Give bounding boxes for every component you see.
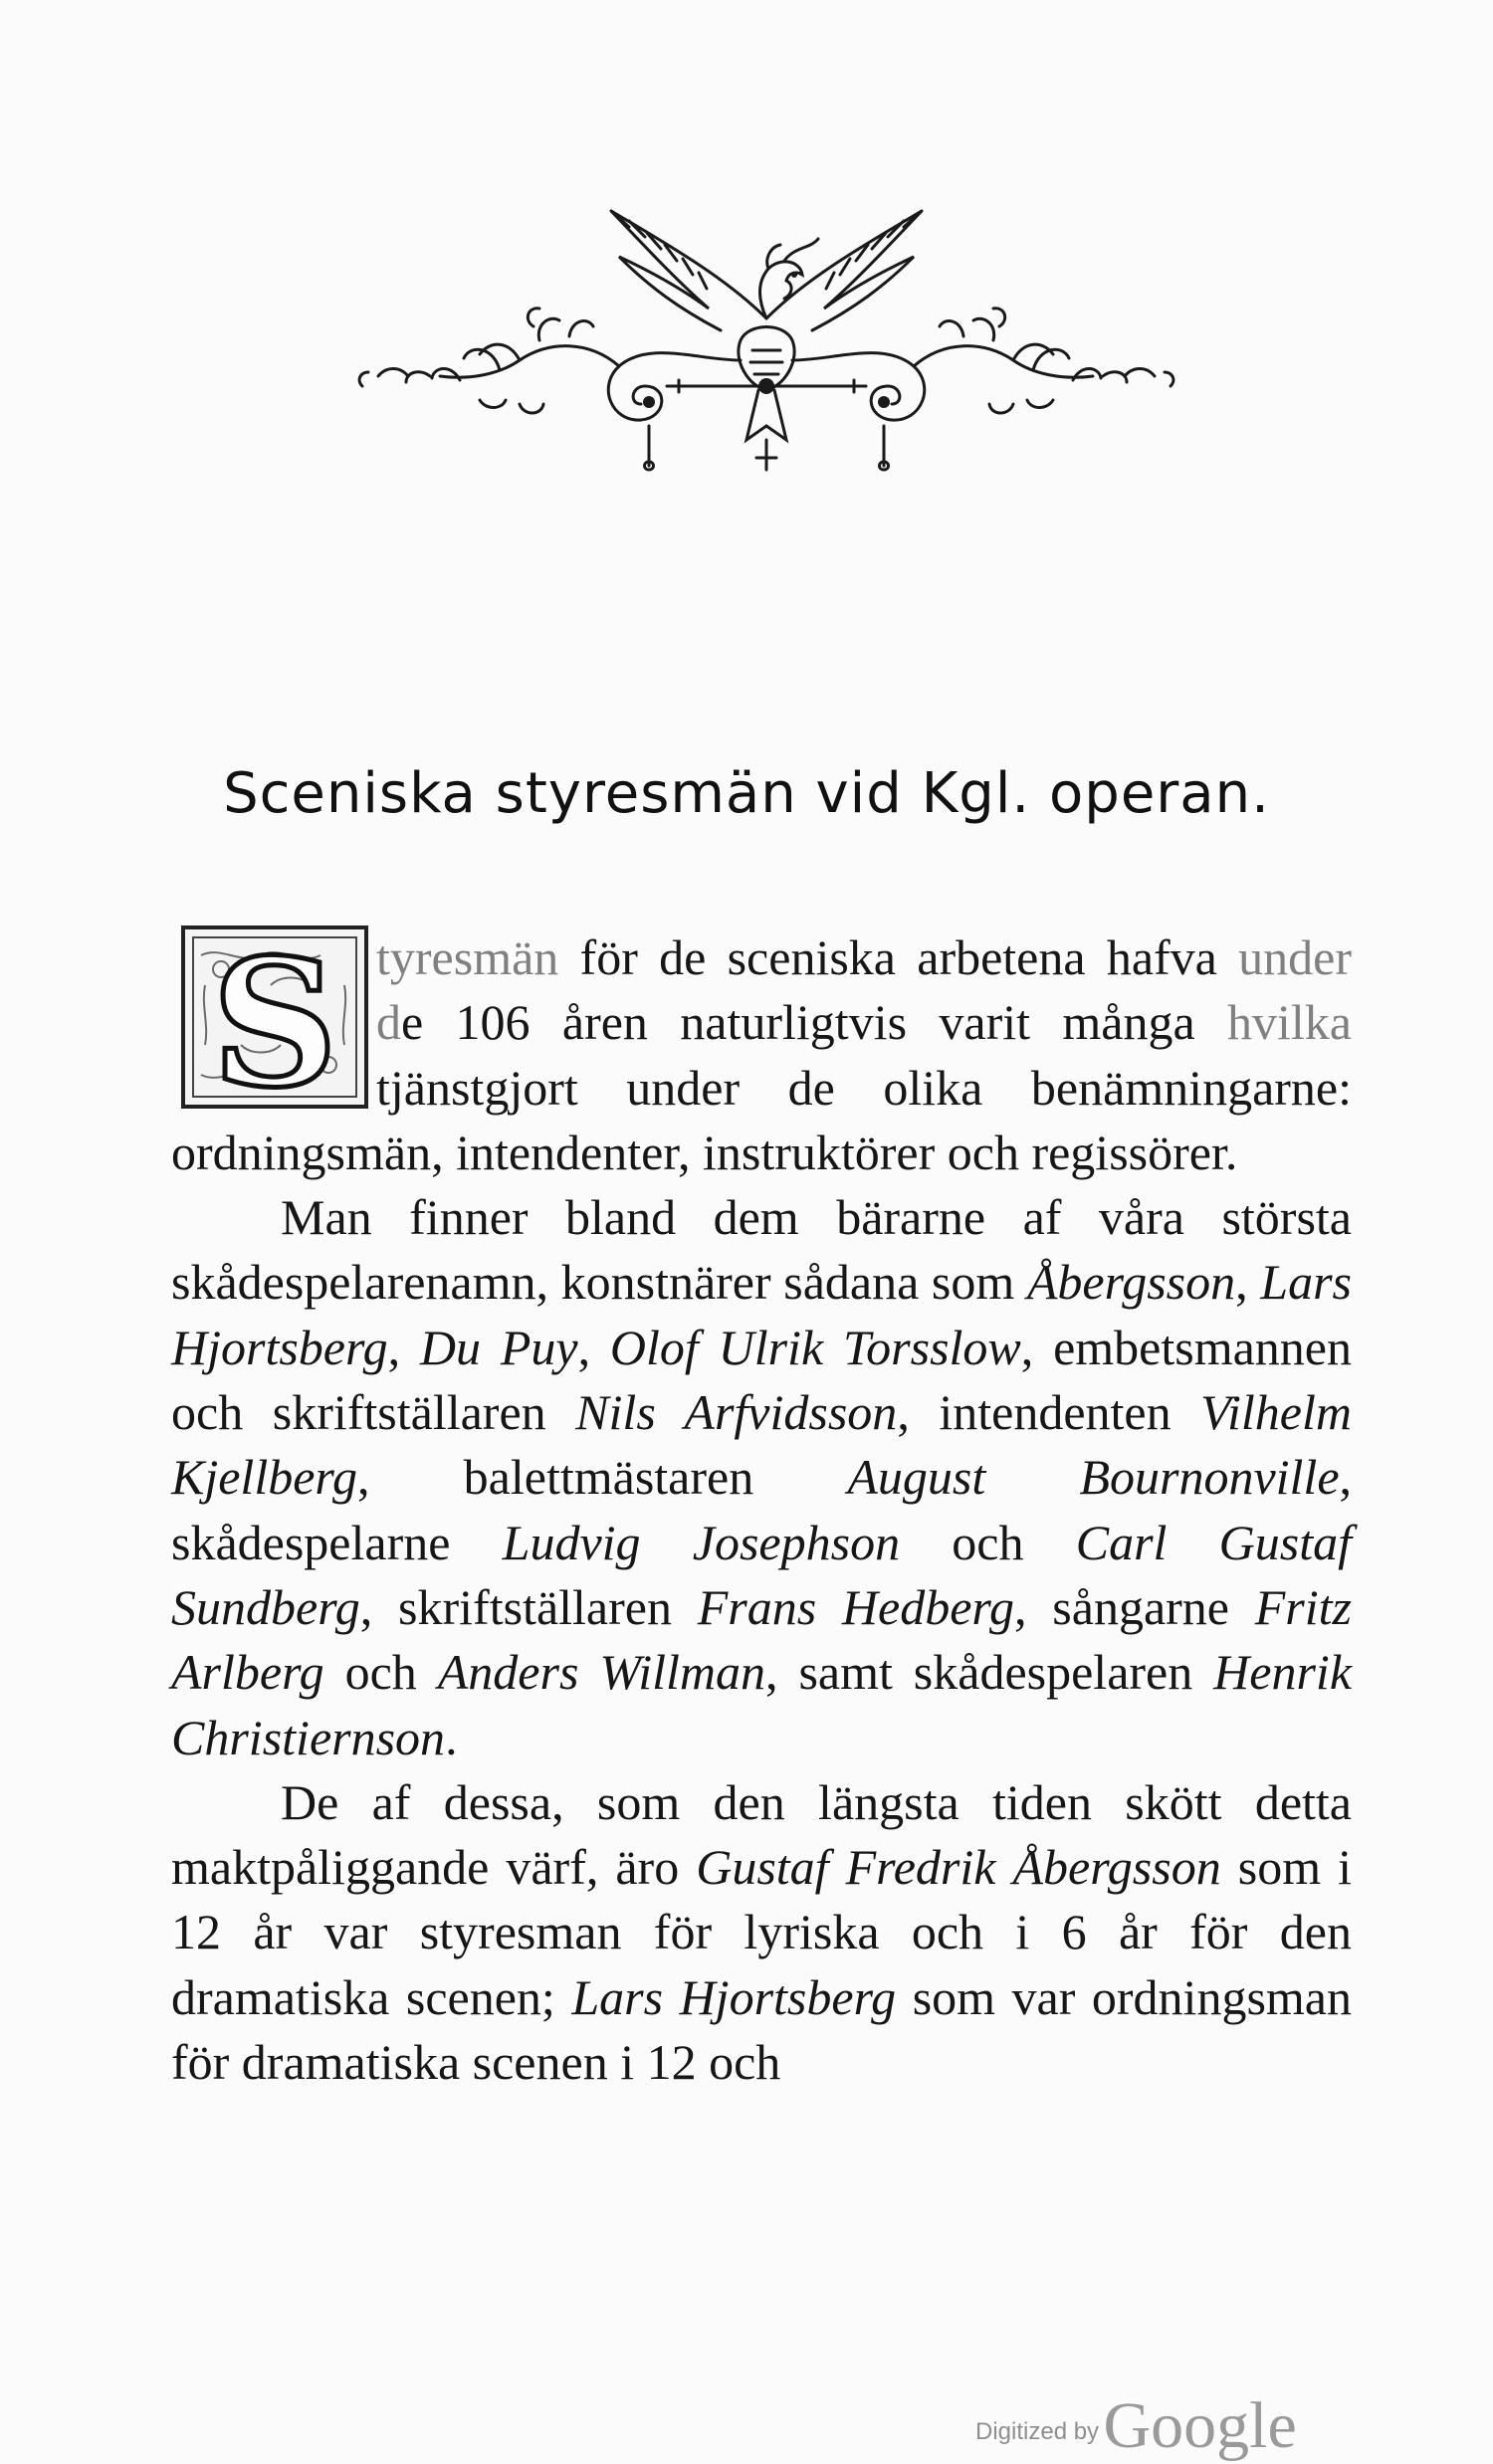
google-logo: Google [1103, 2389, 1297, 2462]
body-text [171, 925, 1352, 2095]
person-name: Fritz Arlberg [171, 1578, 1353, 1701]
text-run: , skriftställaren [359, 1578, 698, 1635]
person-name: Ludvig Josephson [502, 1514, 901, 1570]
text-run: , [387, 1319, 420, 1375]
person-name: Vilhelm Kjellberg [171, 1384, 1352, 1506]
person-name: Henrik Christiernson [171, 1644, 1353, 1765]
text-run: som i 12 år var styresman för lyriska och i 6 år för den dramatiska scenen; [171, 1839, 1353, 2025]
text-run: , skådespelarne [171, 1449, 1353, 1570]
text-run: under d [376, 929, 1352, 1051]
person-name: Anders Willman [437, 1644, 766, 1701]
person-name: Lars Hjortsberg [571, 1968, 897, 2025]
text-run: , sångarne [1014, 1578, 1255, 1635]
text-run: Man finner bland dem bärarne af våra största skådespelarenamn, konstnärer sådana som [171, 1189, 1352, 1311]
paragraph-3 [171, 1770, 1352, 2095]
person-name: August Bournonville [847, 1449, 1340, 1506]
text-run: som var ordningsman för dramatiska scenen i 12 och [171, 1968, 1352, 2091]
drop-cap-letter: S [211, 925, 338, 1109]
person-name: Gustaf Fredrik Åbergsson [696, 1839, 1221, 1896]
person-name: Lars Hjortsberg [171, 1254, 1352, 1375]
text-run: , [1235, 1254, 1261, 1311]
person-name: Åbergsson [1026, 1254, 1236, 1311]
text-run: och [323, 1644, 438, 1701]
person-name: Olof Ulrik Torsslow [609, 1319, 1021, 1375]
digitized-label: Digitized by [975, 2418, 1100, 2445]
text-run: tyresmän [376, 929, 559, 985]
text-run: hvilka [1227, 994, 1352, 1051]
text-run: för de sceniska arbetena hafva [558, 929, 1239, 985]
text-run: . [445, 1709, 458, 1765]
person-name: Frans Hedberg [697, 1578, 1015, 1635]
text-run: , intendenten [897, 1384, 1201, 1441]
text-run: e 106 åren naturligtvis varit många [401, 994, 1228, 1051]
person-name: Du Puy [419, 1319, 578, 1375]
paragraph-2 [171, 1185, 1352, 1770]
person-name: Nils Arfvidsson [575, 1384, 898, 1441]
text-run: , balettmästaren [357, 1449, 848, 1506]
page-title: Sceniska styresmän vid Kgl. operan. [223, 761, 1270, 826]
text-run: tjänstgjort under de olika benämningarne: ordningsmän, intendenter, instruktörer och regissörer. [171, 1059, 1352, 1180]
text-run: , embetsmannen och skriftställaren [171, 1319, 1352, 1441]
text-run: , [577, 1319, 610, 1375]
person-name: Carl Gustaf Sundberg [171, 1514, 1352, 1635]
text-run: De af dessa, som den längsta tiden skött detta maktpåliggande värf, äro [171, 1773, 1352, 1896]
text-run: , samt skådespelaren [765, 1644, 1214, 1701]
digitized-footer [975, 2388, 1297, 2464]
text-run: och [900, 1514, 1076, 1570]
eagle-ornament-icon [350, 191, 1182, 480]
ornate-drop-cap-icon [181, 925, 368, 1109]
